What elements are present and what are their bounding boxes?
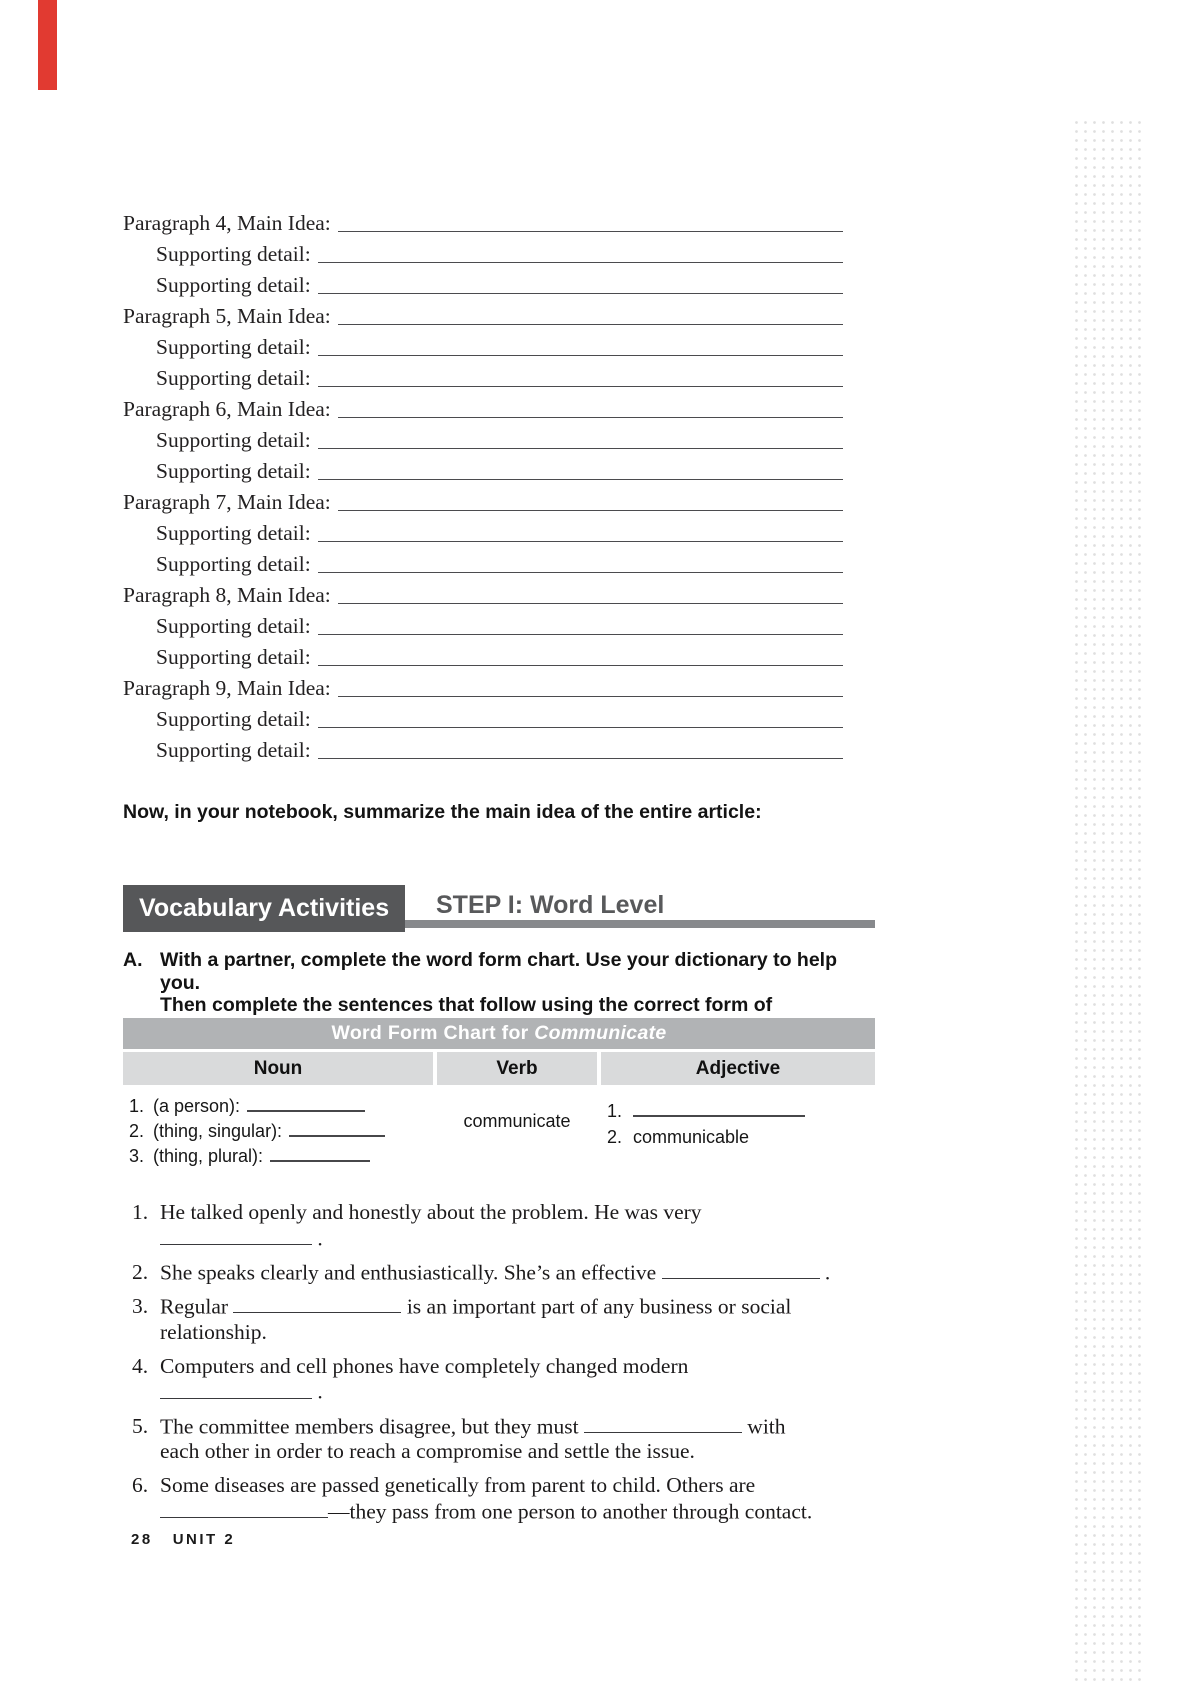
supporting-detail-row (123, 733, 845, 764)
unit-label: UNIT 2 (172, 1531, 236, 1548)
notebook-summary-instruction: Now, in your notebook, summarize the main idea of the entire article: (123, 800, 762, 823)
chart-body (123, 1085, 875, 1169)
row-label: Paragraph 7, Main Idea: (123, 490, 331, 514)
noun-cell (123, 1094, 433, 1169)
answer-line (318, 262, 843, 263)
main-idea-row (123, 671, 845, 702)
step-word-level-label: STEP I: Word Level (436, 891, 665, 919)
noun-item: 3. (thing, plural): (129, 1144, 433, 1169)
noun-item: 2. (thing, singular): (129, 1119, 433, 1144)
answer-line (318, 541, 843, 542)
row-label: Supporting detail: (156, 521, 311, 545)
supporting-detail-row (123, 516, 845, 547)
instruction-line-1: With a partner, complete the word form chart. Use your dictionary to help you. (160, 949, 838, 994)
row-label: Supporting detail: (156, 645, 311, 669)
answer-blank (270, 1147, 370, 1162)
fill-in-sentences (123, 1200, 831, 1533)
main-idea-row (123, 578, 845, 609)
answer-line (318, 355, 843, 356)
answer-line (318, 293, 843, 294)
row-label: Paragraph 8, Main Idea: (123, 583, 331, 607)
sentence-3: 3. Regular is an important part of any business or social relationship. (132, 1294, 792, 1344)
answer-blank (584, 1414, 742, 1433)
main-idea-worksheet (123, 206, 845, 764)
scan-red-mark (38, 0, 57, 90)
supporting-detail-row (123, 237, 845, 268)
answer-line (318, 479, 843, 480)
row-label: Supporting detail: (156, 242, 311, 266)
supporting-detail-row (123, 423, 845, 454)
instruction-line-2: Then complete the sentences that follow using the correct form of (160, 994, 773, 1016)
sentence-1: 1. He talked openly and honestly about the problem. He was very . (132, 1200, 702, 1250)
answer-line (338, 696, 843, 697)
supporting-detail-row (123, 609, 845, 640)
supporting-detail-row (123, 454, 845, 485)
row-label: Paragraph 6, Main Idea: (123, 397, 331, 421)
supporting-detail-row (123, 330, 845, 361)
supporting-detail-row (123, 268, 845, 299)
answer-blank (160, 1499, 328, 1518)
answer-line (318, 572, 843, 573)
row-label: Supporting detail: (156, 273, 311, 297)
answer-line (338, 417, 843, 418)
page-number: 28 (131, 1531, 153, 1548)
adjective-item: 1. (607, 1098, 875, 1124)
answer-line (318, 634, 843, 635)
word-form-chart (123, 1018, 875, 1169)
sentence-6: 6. Some diseases are passed genetically from parent to child. Others are —they pass from one person to another through contact. (132, 1473, 813, 1524)
answer-blank (662, 1260, 820, 1279)
row-label: Paragraph 5, Main Idea: (123, 304, 331, 328)
supporting-detail-row (123, 640, 845, 671)
column-header-verb: Verb (437, 1052, 597, 1085)
chart-column-headers (123, 1052, 875, 1085)
answer-line (338, 603, 843, 604)
answer-line (318, 758, 843, 759)
column-header-adjective: Adjective (601, 1052, 875, 1085)
page-footer (131, 1531, 235, 1548)
supporting-detail-row (123, 702, 845, 733)
row-label: Supporting detail: (156, 459, 311, 483)
answer-line (318, 665, 843, 666)
verb-cell: communicate (463, 1111, 571, 1131)
answer-blank (233, 1294, 401, 1313)
answer-line (318, 448, 843, 449)
answer-blank (633, 1102, 805, 1117)
chart-title-bar: Word Form Chart for Communicate (123, 1018, 875, 1049)
row-label: Supporting detail: (156, 614, 311, 638)
main-idea-row (123, 206, 845, 237)
answer-blank (247, 1097, 365, 1112)
adjective-item: 2. communicable (607, 1127, 750, 1147)
activity-letter: A. (123, 949, 143, 971)
column-header-noun: Noun (123, 1052, 433, 1085)
row-label: Supporting detail: (156, 335, 311, 359)
answer-blank (160, 1226, 312, 1245)
main-idea-row (123, 392, 845, 423)
row-label: Paragraph 9, Main Idea: (123, 676, 331, 700)
supporting-detail-row (123, 547, 845, 578)
vocabulary-activities-header (123, 885, 875, 935)
row-label: Supporting detail: (156, 707, 311, 731)
supporting-detail-row (123, 361, 845, 392)
main-idea-row (123, 485, 845, 516)
sentence-5: 5. The committee members disagree, but they must with each other in order to reach a compromise and settle the issue. (132, 1413, 786, 1464)
answer-line (318, 727, 843, 728)
answer-blank (160, 1379, 312, 1398)
answer-line (338, 324, 843, 325)
adjective-cell (601, 1094, 875, 1169)
answer-blank (289, 1122, 385, 1137)
noun-item: 1. (a person): (129, 1094, 433, 1119)
row-label: Supporting detail: (156, 738, 311, 762)
row-label: Supporting detail: (156, 366, 311, 390)
page-edge-dot-texture (1072, 118, 1144, 1684)
row-label: Paragraph 4, Main Idea: (123, 211, 331, 235)
answer-line (318, 386, 843, 387)
sentence-2: 2. She speaks clearly and enthusiastically. She’s an effective . (132, 1259, 831, 1285)
row-label: Supporting detail: (156, 428, 311, 452)
sentence-4: 4. Computers and cell phones have completely changed modern . (132, 1353, 689, 1404)
main-idea-row (123, 299, 845, 330)
answer-line (338, 510, 843, 511)
row-label: Supporting detail: (156, 552, 311, 576)
answer-line (338, 231, 843, 232)
vocabulary-activities-badge: Vocabulary Activities (123, 885, 405, 932)
